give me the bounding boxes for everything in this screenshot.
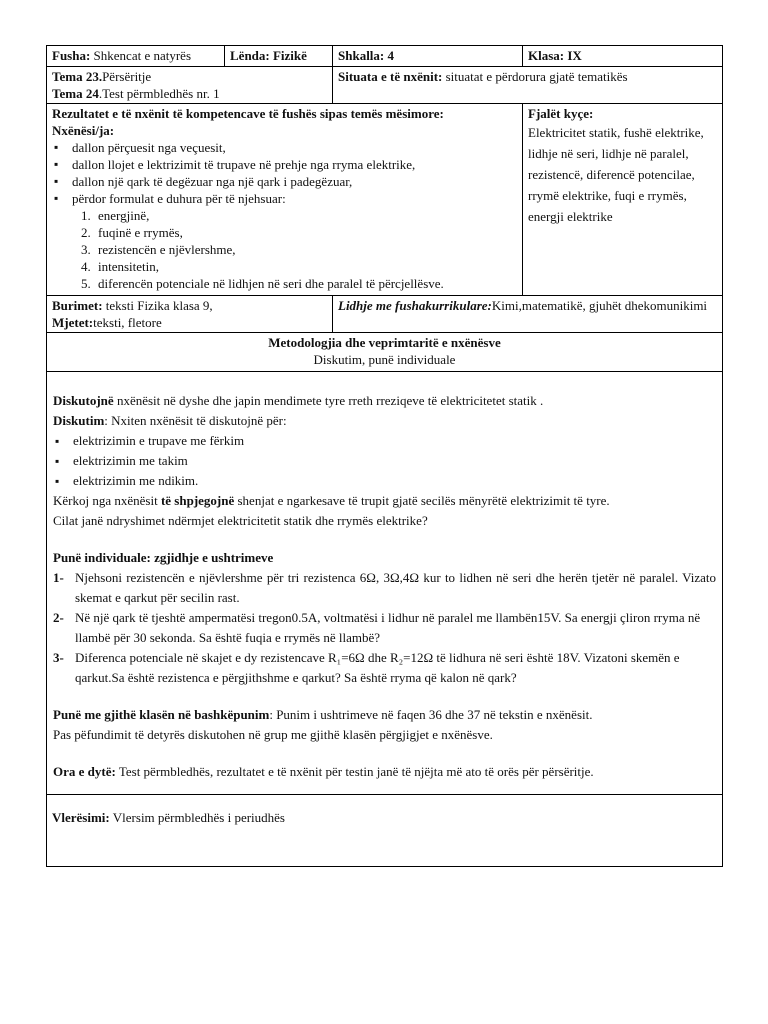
list-item: ▪ dallon llojet e lektrizimit të trupave në prehje nga rryma elektrike,	[52, 156, 517, 173]
tema24-value: .Test përmbledhës nr. 1	[98, 86, 220, 101]
rezultatet-list	[52, 139, 517, 207]
shkalla-label: Shkalla: 4	[338, 48, 394, 63]
list-item: ▪ elektrizimin e trupave me fërkim	[53, 431, 716, 451]
tema24-label: Tema 24	[52, 86, 99, 101]
fjalet-text: Elektricitet statik, fushë elektrike, lidhje në seri, lidhje në paralel, rezistencë, diferencë potencilae, rrymë elektrike, fuqi e rrymës, energji elektrike	[528, 125, 704, 224]
vleresimi-cell	[47, 795, 723, 867]
diskutojne-text: nxënësit në dyshe dhe japin mendimete tyre rreth rreziqeve të elektricitetet statik .	[113, 393, 544, 408]
fjalet-heading: Fjalët kyçe:	[528, 106, 594, 121]
metodologjia-row	[47, 333, 723, 372]
burimet-row	[47, 296, 723, 333]
body-cell	[47, 372, 723, 795]
diskutim-list	[53, 431, 716, 491]
tema-cell	[47, 67, 333, 104]
klasa-label: Klasa: IX	[528, 48, 582, 63]
lesson-plan	[46, 45, 722, 867]
diskutojne-paragraph	[53, 391, 716, 411]
lidhje-cell	[333, 296, 723, 333]
gjithe-text: : Punim i ushtrimeve në faqen 36 dhe 37 në tekstin e nxënësit.	[269, 707, 593, 722]
header-row	[47, 46, 723, 67]
situata-value: situatat e përdorura gjatë tematikës	[442, 69, 628, 84]
kerkoj-text: Kërkoj nga nxënësit	[53, 493, 161, 508]
exercise-number: 1-	[53, 570, 64, 585]
list-item: 2. fuqinë e rrymës,	[94, 224, 517, 241]
kerkoj-post: shenjat e ngarkesave të trupit gjatë secilës mënyrëtë elektrizimit të tyre.	[234, 493, 610, 508]
body-row	[47, 372, 723, 795]
exercise-item	[53, 568, 716, 608]
fjalet-cell	[523, 104, 723, 296]
diskutojne-label: Diskutojnë	[53, 393, 114, 408]
pune-individuale-heading: Punë individuale: zgjidhje e ushtrimeve	[53, 550, 274, 565]
lenda-label: Lënda: Fizikë	[230, 48, 307, 63]
exercise-text: Njehsoni rezistencën e njëvlershme për tri rezistenca 6Ω, 3Ω,4Ω kur to lidhen në seri dhe herën tjetër në paralel. Vizato skemat e qarkut për secilin rast.	[75, 570, 716, 605]
burimet-cell	[47, 296, 333, 333]
list-item: 1. energjinë,	[94, 207, 517, 224]
rezultatet-cell	[47, 104, 523, 296]
list-item: 3. rezistencën e njëvlershme,	[94, 241, 517, 258]
situata-cell	[333, 67, 723, 104]
diskutim-label: Diskutim	[53, 413, 105, 428]
rezultatet-heading: Rezultatet e të nxënit të kompetencave të fushës sipas temës mësimore:	[52, 106, 444, 121]
tema23-label: Tema 23.	[52, 69, 103, 84]
fusha-label: Fusha:	[52, 48, 91, 63]
diskutim-paragraph	[53, 411, 716, 431]
cilat-paragraph: Cilat janë ndryshimet ndërmjet elektricitetit statik dhe rrymës elektrike?	[53, 513, 428, 528]
list-item: ▪ përdor formulat e duhura për të njehsuar:	[52, 190, 517, 207]
exercise-text: Në një qark të tjeshtë ampermatësi tregon0.5A, voltmatësi i lidhur në paralel me llambën15V. Sa energji çliron rryma në llambë për 30 sekonda. Sa është fuqia e rrymës në llambë?	[75, 610, 701, 645]
tema23-value: Përsëritje	[102, 69, 152, 84]
klasa-cell	[523, 46, 723, 67]
situata-label: Situata e të nxënit:	[338, 69, 443, 84]
mjetet-value: teksti, fletore	[93, 315, 162, 330]
list-item: ▪ elektrizimin me takim	[53, 451, 716, 471]
list-item: ▪ dallon një qark të degëzuar nga një qark i padegëzuar,	[52, 173, 517, 190]
pas-paragraph: Pas pëfundimit të detyrës diskutohen në grup me gjithë klasën përgjigjet e nxënësve.	[53, 727, 493, 742]
vleresimi-row	[47, 795, 723, 867]
shkalla-cell	[333, 46, 523, 67]
nxenesi-label: Nxënësi/ja:	[52, 123, 115, 138]
fusha-value: Shkencat e natyrës	[90, 48, 192, 63]
exercise-item	[53, 608, 716, 648]
list-item: ▪ elektrizimin me ndikim.	[53, 471, 716, 491]
exercise-item	[53, 648, 716, 688]
gjithe-klasen-paragraph	[53, 705, 716, 725]
ora-label: Ora e dytë:	[53, 764, 116, 779]
lidhje-value: Kimi,matematikë, gjuhët dhekomunikimi	[491, 298, 708, 313]
list-item: ▪ dallon përçuesit nga veçuesit,	[52, 139, 517, 156]
ora-paragraph	[53, 762, 716, 782]
diskutim-text: : Nxiten nxënësit të diskutojnë për:	[104, 413, 287, 428]
lidhje-label: Lidhje me fushakurrikulare:	[338, 298, 492, 313]
ora-text: Test përmbledhës, rezultatet e të nxënit për testin janë të njëjta më ato të orës për përsëritje.	[115, 764, 594, 779]
kerkoj-bold: të shpjegojnë	[160, 493, 235, 508]
metodologjia-subheading: Diskutim, punë individuale	[313, 352, 456, 367]
tema-row	[47, 67, 723, 104]
lenda-cell	[225, 46, 333, 67]
burimet-value: teksti Fizika klasa 9,	[102, 298, 213, 313]
exercise-text: Diferenca potenciale në skajet e dy rezistencave R₁=6Ω dhe R₂=12Ω të lidhura në seri është 18V. Vizatoni skemën e qarkut.Sa është rezistenca e përgjithshme e qarkut? Sa është rryma që kalon në qark?	[75, 650, 680, 685]
vleresimi-value: Vlersim përmbledhës i periudhës	[109, 810, 285, 825]
list-item: 4. intensitetin,	[94, 258, 517, 275]
exercise-number: 2-	[53, 610, 64, 625]
vleresimi-label: Vlerësimi:	[52, 810, 110, 825]
metodologjia-cell	[47, 333, 723, 372]
gjithe-label: Punë me gjithë klasën në bashkëpunim	[53, 707, 270, 722]
lesson-plan-table	[46, 45, 723, 867]
metodologjia-heading: Metodologjia dhe veprimtaritë e nxënësve	[268, 335, 501, 350]
fusha-cell	[47, 46, 225, 67]
burimet-label: Burimet:	[52, 298, 103, 313]
kerkoj-paragraph	[53, 491, 716, 511]
exercise-number: 3-	[53, 650, 64, 665]
list-item: 5. diferencën potenciale në lidhjen në seri dhe paralel të përcjellësve.	[94, 275, 517, 292]
rezultatet-row	[47, 104, 723, 296]
formula-list	[52, 207, 517, 292]
mjetet-label: Mjetet:	[52, 315, 94, 330]
